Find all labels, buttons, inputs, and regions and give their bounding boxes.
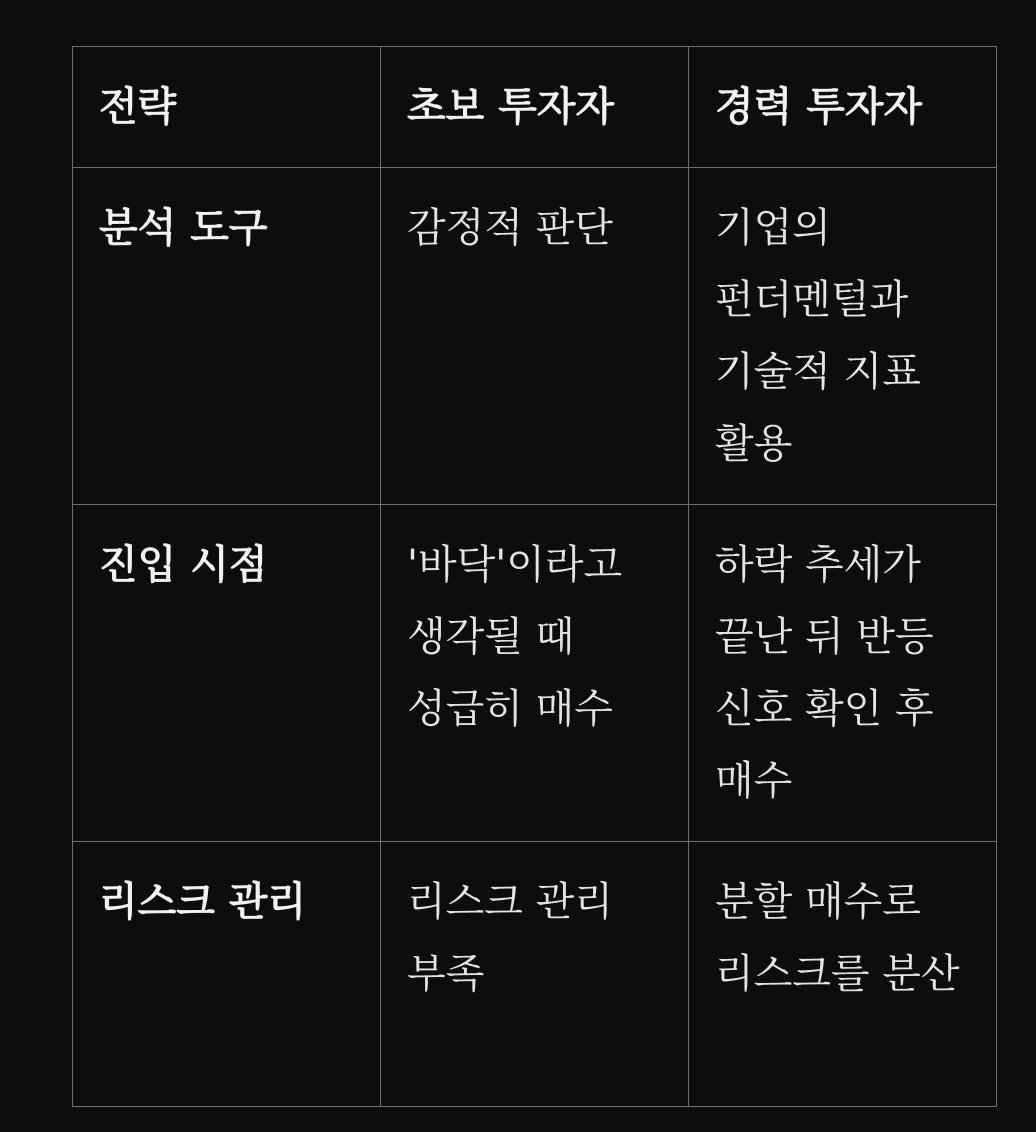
experienced-cell: 하락 추세가 끝난 뒤 반등 신호 확인 후 매수 — [689, 505, 997, 842]
header-strategy: 전략 — [73, 47, 381, 168]
row-label: 진입 시점 — [73, 505, 381, 842]
comparison-table — [72, 46, 997, 1107]
row-label: 리스크 관리 — [73, 842, 381, 1107]
table-row — [73, 168, 997, 505]
novice-cell: 감정적 판단 — [381, 168, 689, 505]
header-experienced: 경력 투자자 — [689, 47, 997, 168]
header-novice: 초보 투자자 — [381, 47, 689, 168]
table-header-row — [73, 47, 997, 168]
table-row — [73, 842, 997, 1107]
experienced-cell: 분할 매수로 리스크를 분산 — [689, 842, 997, 1107]
experienced-cell: 기업의 펀더멘털과 기술적 지표 활용 — [689, 168, 997, 505]
row-label: 분석 도구 — [73, 168, 381, 505]
novice-cell: 리스크 관리 부족 — [381, 842, 689, 1107]
novice-cell: '바닥'이라고 생각될 때 성급히 매수 — [381, 505, 689, 842]
table-row — [73, 505, 997, 842]
